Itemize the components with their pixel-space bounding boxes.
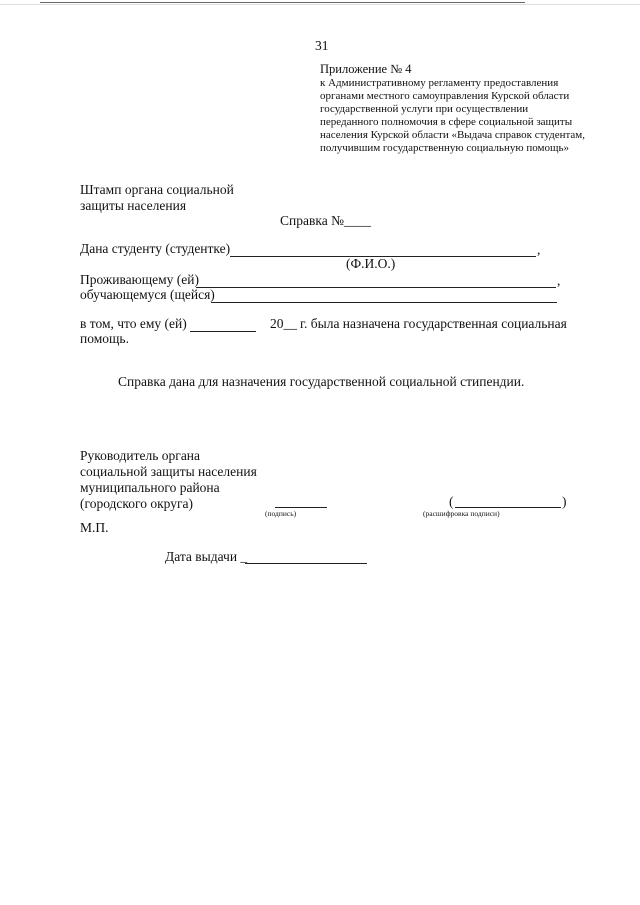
decoding-close: ) (562, 494, 567, 509)
given-to-label: Дана студенту (студентке) (80, 241, 231, 256)
issue-date-label: Дата выдачи _ (165, 549, 248, 564)
appendix-line: получившим государственную социальную помощь» (320, 142, 570, 154)
comma: , (557, 273, 561, 288)
stamp-line: защиты населения (80, 198, 187, 213)
scan-top-edge-faint (0, 4, 640, 5)
head-line: социальной защиты населения (80, 464, 257, 479)
appendix-line: государственной услуги при осуществлении (320, 103, 529, 115)
appendix-line: населения Курской области «Выдача справок студентам, (320, 129, 586, 141)
head-line: (городского округа) (80, 496, 194, 511)
scan-top-edge (40, 2, 525, 3)
decoding-caption: (расшифровка подписи) (423, 509, 500, 518)
living-label: Проживающему (ей) (80, 272, 200, 287)
statement-line2: помощь. (80, 331, 129, 346)
issue-date-field (245, 563, 367, 564)
appendix-line: органами местного самоуправления Курской области (320, 90, 570, 102)
statement-part2: г. была назначена государственная социальная (300, 316, 567, 331)
comma: , (537, 242, 541, 257)
decoding-field (455, 507, 561, 508)
statement-part1: в том, что ему (ей) (80, 316, 187, 331)
signature-caption: (подпись) (265, 509, 297, 518)
studying-field (211, 302, 557, 303)
appendix-line: к Административному регламенту предоставления (320, 77, 559, 89)
stamp-line: Штамп органа социальной (80, 182, 234, 197)
page-number: 31 (315, 38, 329, 53)
head-line: муниципального района (80, 480, 220, 495)
seal-label: М.П. (80, 520, 109, 535)
appendix-line: переданного полномочия в сфере социальной защиты (320, 116, 573, 128)
appendix-title: Приложение № 4 (320, 62, 412, 76)
purpose-text: Справка дана для назначения государственной социальной стипендии. (118, 374, 525, 389)
studying-label: обучающемуся (щейся) (80, 287, 215, 302)
head-line: Руководитель органа (80, 448, 201, 463)
statement-year: 20__ (270, 316, 297, 331)
date-field (190, 331, 256, 332)
certificate-title: Справка №____ (280, 213, 371, 228)
fio-label: (Ф.И.О.) (346, 256, 396, 271)
living-field (196, 287, 556, 288)
signature-field (275, 507, 327, 508)
decoding-open: ( (449, 494, 454, 509)
